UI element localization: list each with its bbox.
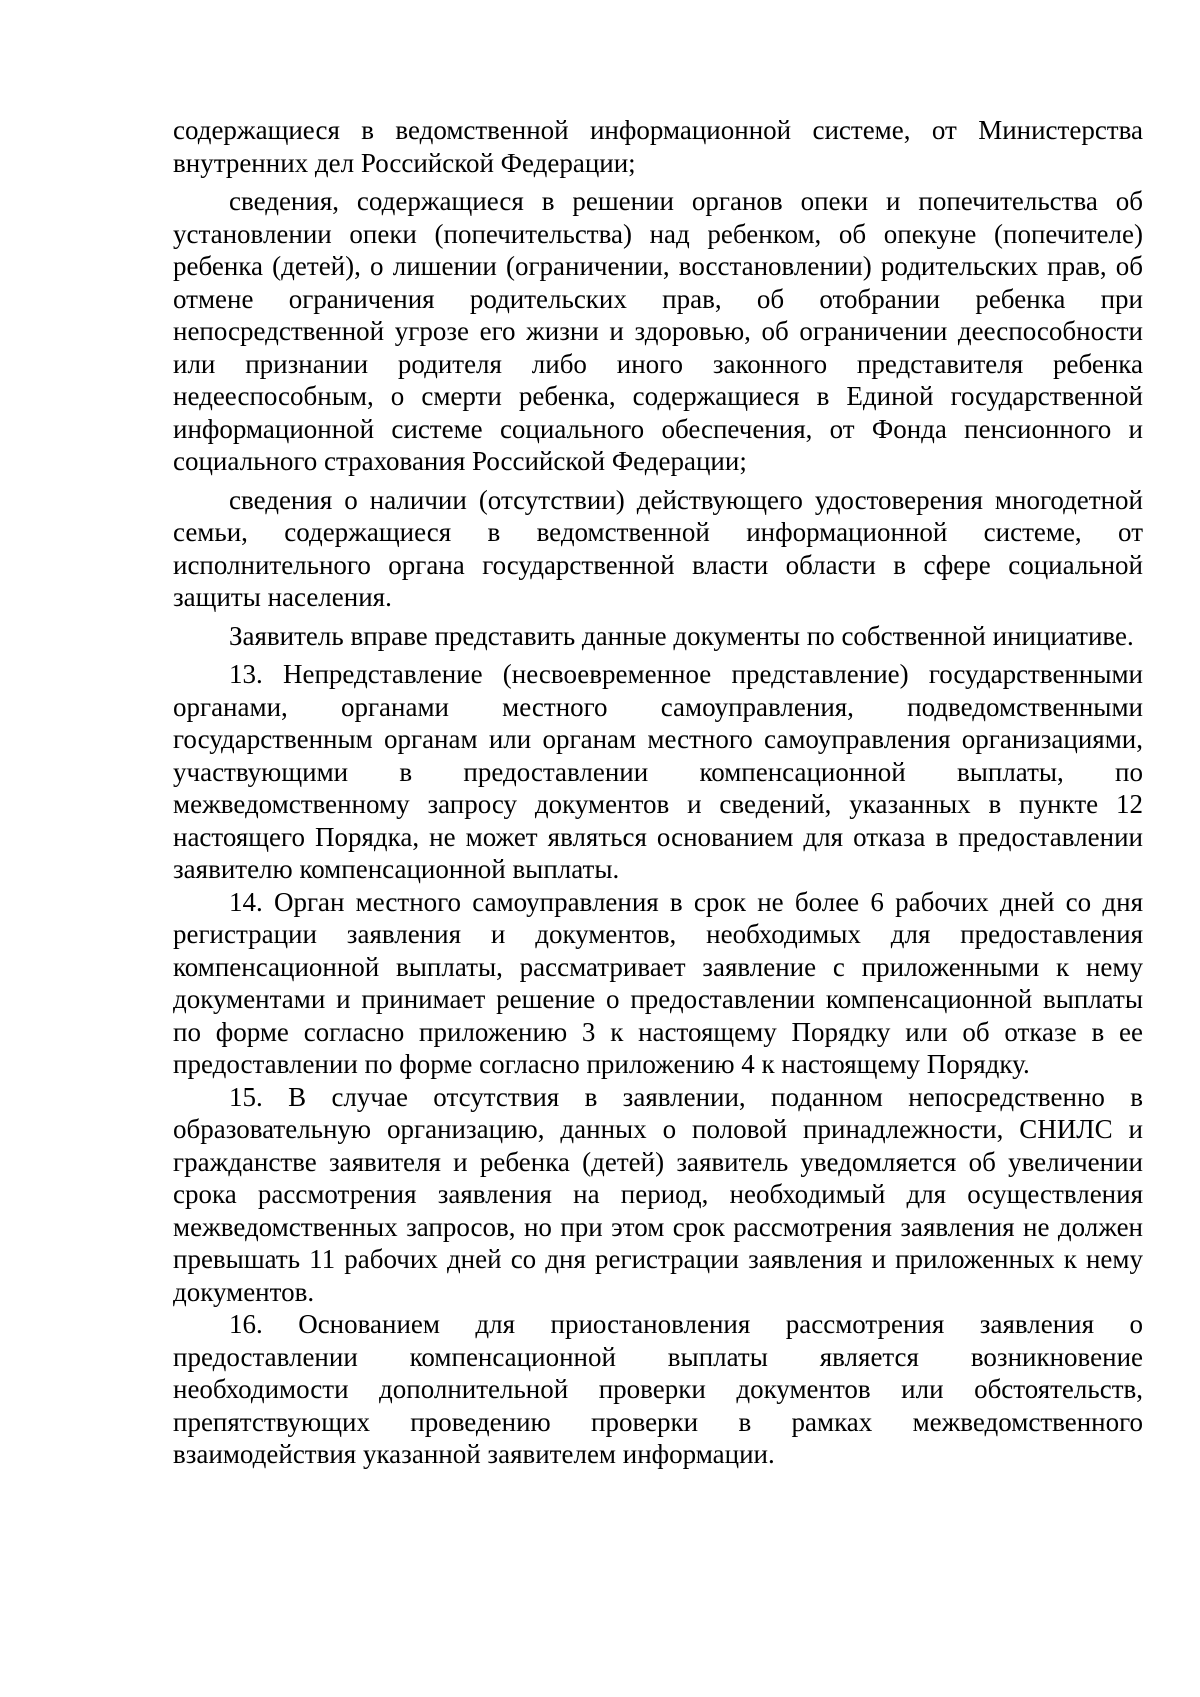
paragraph-item-14: 14. Орган местного самоуправления в срок не более 6 рабочих дней со дня регистрации заявления и документов, необходимых для предоставления компенсационной выплаты, рассматривает заявление с приложенными к нему документами и принимает решение о предоставлении компенсационной выплаты по форме согласно приложению 3 к настоящему Порядку или об отказе в ее предоставлении по форме согласно приложению 4 к настоящему Порядку.	[173, 886, 1143, 1079]
paragraph-own-initiative: Заявитель вправе представить данные документы по собственной инициативе.	[229, 620, 1134, 651]
paragraph-item-16: 16. Основанием для приостановления рассмотрения заявления о предоставлении компенсационной выплаты является возникновение необходимости дополнительной проверки документов или обстоятельств, препятствующих проведению проверки в рамках межведомственного взаимодействия указанной заявителем информации.	[173, 1309, 1143, 1469]
paragraph-item-15: 15. В случае отсутствия в заявлении, поданном непосредственно в образовательную организацию, данных о половой принадлежности, СНИЛС и гражданстве заявителя и ребенка (детей) заявитель уведомляется об увеличении срока рассмотрения заявления на период, необходимый для осуществления межведомственных запросов, но при этом срок рассмотрения заявления не должен превышать 11 рабочих дней со дня регистрации заявления и приложенных к нему документов.	[173, 1081, 1143, 1307]
paragraph-guardianship-info: сведения, содержащиеся в решении органов опеки и попечительства об установлении опеки (попечительства) над ребенком, об опекуне (попечителе) ребенка (детей), о лишении (ограничении, восстановлении) родительских прав, об отмене ограничения родительских прав, об отобрании ребенка при непосредственной угрозе его жизни и здоровью, об ограничении дееспособности или признании родителя либо иного законного представителя ребенка недееспособным, о смерти ребенка, содержащиеся в Единой государственной информационной системе социального обеспечения, от Фонда пенсионного и социального страхования Российской Федерации;	[173, 186, 1143, 476]
document-body	[173, 114, 1143, 1471]
paragraph-mvd-continuation: содержащиеся в ведомственной информационной системе, от Министерства внутренних дел Российской Федерации;	[173, 115, 1143, 178]
paragraph-large-family-certificate: сведения о наличии (отсутствии) действующего удостоверения многодетной семьи, содержащиеся в ведомственной информационной системе, от исполнительного органа государственной власти области в сфере социальной защиты населения.	[173, 484, 1143, 612]
paragraph-item-13: 13. Непредставление (несвоевременное представление) государственными органами, органами местного самоуправления, подведомственными государственным органам или органам местного самоуправления организациями, участвующими в предоставлении компенсационной выплаты, по межведомственному запросу документов и сведений, указанных в пункте 12 настоящего Порядка, не может являться основанием для отказа в предоставлении заявителю компенсационной выплаты.	[173, 659, 1143, 884]
